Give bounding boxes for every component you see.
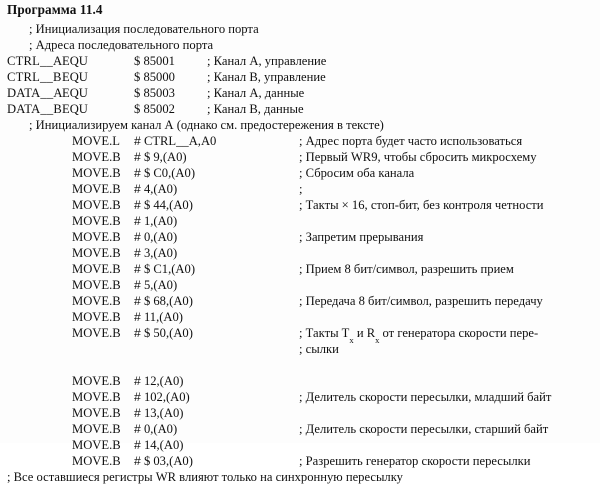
instruction-comment: ;	[299, 182, 303, 196]
immediate-hash-icon: #	[134, 294, 141, 308]
operand-text: $ C0,(A0)	[143, 166, 196, 180]
instruction-row	[0, 405, 600, 421]
instruction-comment: ; Адрес порта будет часто использоваться	[299, 134, 523, 148]
equate-value: $ 85000	[134, 70, 175, 84]
footer-comment-line	[0, 469, 600, 485]
operand-text: 0,(A0)	[143, 230, 178, 244]
immediate-hash-icon: #	[134, 246, 141, 260]
equate-label: DATA__A	[7, 86, 63, 100]
operand-text: CTRL__A,A0	[143, 134, 217, 148]
instruction-row	[0, 277, 600, 293]
immediate-hash-icon: #	[134, 198, 141, 212]
instruction-operand	[134, 421, 177, 437]
instruction-mnemonic: MOVE.B	[72, 294, 121, 308]
equate-row	[0, 53, 600, 69]
operand-text: 4,(A0)	[143, 182, 178, 196]
instruction-operand	[134, 389, 190, 405]
equate-comment: ; Канал В, управление	[207, 70, 326, 84]
equate-value: $ 85002	[134, 102, 175, 116]
immediate-hash-icon: #	[134, 310, 141, 324]
equate-comment: ; Канал А, данные	[207, 86, 305, 100]
instruction-mnemonic: MOVE.B	[72, 406, 121, 420]
instruction-mnemonic: MOVE.B	[72, 438, 121, 452]
immediate-hash-icon: #	[134, 262, 141, 276]
equate-value: $ 85001	[134, 54, 175, 68]
equate-label: DATA__B	[7, 102, 62, 116]
instruction-row	[0, 357, 600, 373]
instruction-row	[0, 133, 600, 149]
operand-text: 0,(A0)	[143, 422, 178, 436]
comment-part: и R	[353, 326, 376, 340]
instruction-operand	[134, 373, 183, 389]
section-comment-line	[0, 117, 600, 133]
instruction-row	[0, 261, 600, 277]
instruction-operand	[134, 213, 177, 229]
instruction-operand	[134, 181, 177, 197]
comment-text: ; Адреса последовательного порта	[29, 38, 214, 52]
instruction-mnemonic: MOVE.B	[72, 150, 121, 164]
instruction-mnemonic: MOVE.B	[72, 422, 121, 436]
operand-text: 11,(A0)	[143, 310, 183, 324]
instruction-comment: ; Делитель скорости пересылки, старший байт	[299, 422, 549, 436]
equate-directive: EQU	[62, 54, 88, 68]
operand-text: $ C1,(A0)	[143, 262, 196, 276]
equate-row	[0, 85, 600, 101]
equate-directive: EQU	[62, 102, 88, 116]
operand-text: $ 50,(A0)	[143, 326, 193, 340]
operand-text: $ 68,(A0)	[143, 294, 193, 308]
instruction-row	[0, 245, 600, 261]
immediate-hash-icon: #	[134, 182, 141, 196]
instruction-comment: ; Делитель скорости пересылки, младший байт	[299, 390, 552, 404]
immediate-hash-icon: #	[134, 166, 141, 180]
instruction-row	[0, 309, 600, 325]
instruction-operand	[134, 245, 177, 261]
instruction-row	[0, 197, 600, 213]
immediate-hash-icon: #	[134, 454, 141, 468]
instruction-row	[0, 341, 600, 357]
equate-value: $ 85003	[134, 86, 175, 100]
instruction-mnemonic: MOVE.B	[72, 246, 121, 260]
operand-text: 3,(A0)	[143, 246, 178, 260]
instruction-comment: ; Передача 8 бит/символ, разрешить передачу	[299, 294, 543, 308]
operand-text: $ 9,(A0)	[143, 150, 187, 164]
immediate-hash-icon: #	[134, 390, 141, 404]
equate-directive: EQU	[62, 86, 88, 100]
instruction-row	[0, 149, 600, 165]
equate-row	[0, 101, 600, 117]
instruction-row	[0, 229, 600, 245]
equate-label: CTRL__A	[7, 54, 63, 68]
operand-text: 1,(A0)	[143, 214, 178, 228]
instruction-mnemonic: MOVE.B	[72, 198, 121, 212]
instruction-mnemonic: MOVE.B	[72, 310, 121, 324]
instruction-mnemonic: MOVE.L	[72, 134, 120, 148]
operand-text: $ 44,(A0)	[143, 198, 193, 212]
instruction-operand	[134, 453, 193, 469]
operand-text: $ 03,(A0)	[143, 454, 193, 468]
instruction-comment: ; Такты × 16, стоп-бит, без контроля четности	[299, 198, 544, 212]
immediate-hash-icon: #	[134, 438, 141, 452]
instruction-row	[0, 421, 600, 437]
immediate-hash-icon: #	[134, 214, 141, 228]
instruction-row	[0, 165, 600, 181]
instruction-mnemonic: MOVE.B	[72, 214, 121, 228]
instruction-mnemonic: MOVE.B	[72, 278, 121, 292]
immediate-hash-icon: #	[134, 150, 141, 164]
instruction-comment: ; Прием 8 бит/символ, разрешить прием	[299, 262, 514, 276]
equate-row	[0, 69, 600, 85]
comment-text: ; Все оставшиеся регистры WR влияют только на синхронную пересылку	[7, 470, 403, 484]
header-comment-line	[0, 37, 600, 53]
instruction-mnemonic: MOVE.B	[72, 262, 121, 276]
instruction-mnemonic: MOVE.B	[72, 166, 121, 180]
header-comment-line	[0, 21, 600, 37]
instruction-mnemonic: MOVE.B	[72, 454, 121, 468]
immediate-hash-icon: #	[134, 230, 141, 244]
instruction-row	[0, 293, 600, 309]
instruction-operand	[134, 197, 193, 213]
comment-part: ; Такты T	[299, 326, 350, 340]
instruction-comment: ; Разрешить генератор скорости пересылки	[299, 454, 531, 468]
instruction-operand	[134, 309, 183, 325]
instruction-mnemonic: MOVE.B	[72, 230, 121, 244]
page-title: Программа 11.4	[7, 2, 103, 17]
instruction-row	[0, 373, 600, 389]
equate-comment: ; Канал А, управление	[207, 54, 327, 68]
comment-text: ; Инициализируем канал А (однако см. предостережения в тексте)	[29, 118, 384, 132]
operand-text: 14,(A0)	[143, 438, 184, 452]
instruction-row	[0, 181, 600, 197]
instruction-row	[0, 453, 600, 469]
immediate-hash-icon: #	[134, 278, 141, 292]
instruction-row	[0, 213, 600, 229]
instruction-comment: ; Первый WR9, чтобы сбросить микросхему	[299, 150, 537, 164]
instruction-mnemonic: MOVE.B	[72, 374, 121, 388]
operand-text: 13,(A0)	[143, 406, 184, 420]
instruction-mnemonic: MOVE.B	[72, 182, 121, 196]
instruction-operand	[134, 293, 193, 309]
comment-text: ; Инициализация последовательного порта	[29, 22, 259, 36]
instruction-operand	[134, 325, 193, 341]
immediate-hash-icon: #	[134, 422, 141, 436]
instruction-operand	[134, 133, 216, 149]
equate-directive: EQU	[62, 70, 88, 84]
instruction-operand	[134, 277, 177, 293]
instruction-operand	[134, 229, 177, 245]
instruction-comment: ; сылки	[299, 342, 339, 356]
instruction-comment: ; Запретим прерывания	[299, 230, 424, 244]
equate-label: CTRL__B	[7, 70, 62, 84]
instruction-mnemonic: MOVE.B	[72, 390, 121, 404]
instruction-operand	[134, 149, 187, 165]
instruction-operand	[134, 165, 195, 181]
operand-text: 5,(A0)	[143, 278, 178, 292]
operand-text: 102,(A0)	[143, 390, 190, 404]
immediate-hash-icon: #	[134, 374, 141, 388]
immediate-hash-icon: #	[134, 406, 141, 420]
instruction-row	[0, 325, 600, 345]
instruction-mnemonic: MOVE.B	[72, 326, 121, 340]
immediate-hash-icon: #	[134, 134, 141, 148]
equate-comment: ; Канал В, данные	[207, 102, 304, 116]
instruction-operand	[134, 405, 183, 421]
subscript-x: x	[375, 334, 380, 345]
subscript-x: x	[349, 334, 354, 345]
comment-part: от генератора скорости пере-	[379, 326, 539, 340]
operand-text: 12,(A0)	[143, 374, 184, 388]
instruction-row	[0, 437, 600, 453]
instruction-operand	[134, 437, 183, 453]
instruction-operand	[134, 261, 195, 277]
instruction-comment: ; Сбросим оба канала	[299, 166, 415, 180]
instruction-row	[0, 389, 600, 405]
immediate-hash-icon: #	[134, 326, 141, 340]
